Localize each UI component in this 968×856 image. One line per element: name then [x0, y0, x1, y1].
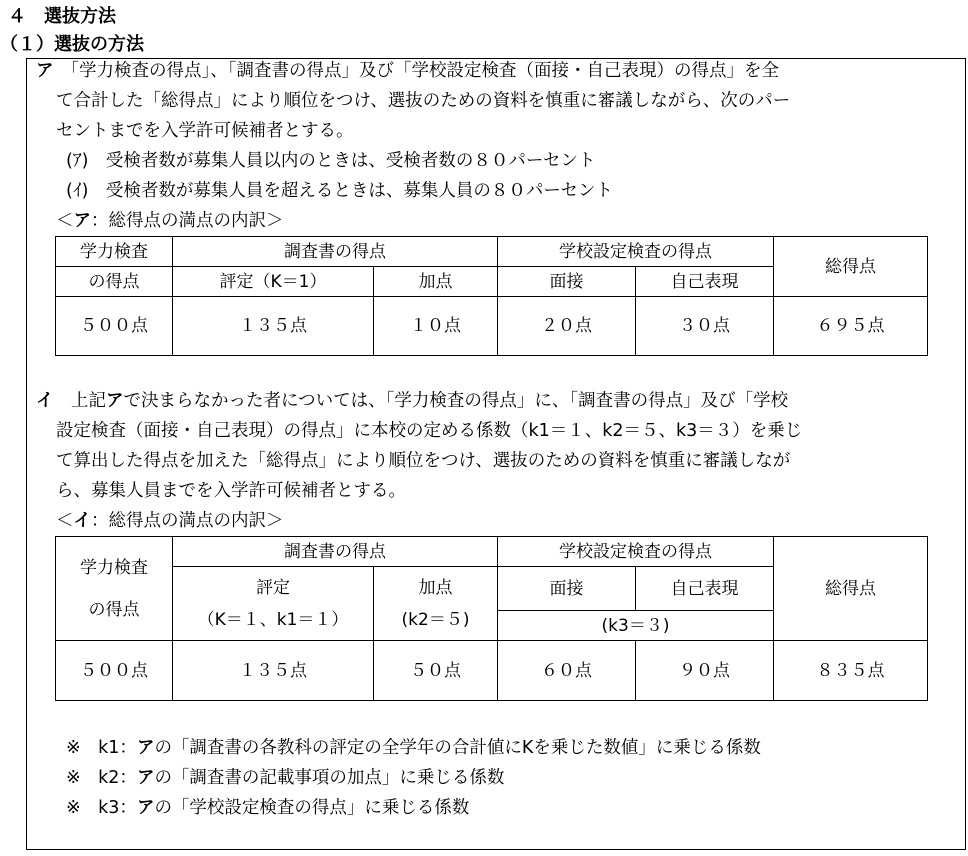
b-value-total: ８３５点 [774, 641, 928, 701]
a-jiko-header: 自己表現 [636, 267, 774, 297]
note-k1-mark: ア [136, 738, 155, 758]
b-breakdown-prefix: ＜ [56, 511, 74, 531]
a-value-hyotei: １３５点 [173, 297, 374, 356]
a-breakdown-mark: ア [73, 211, 91, 231]
b-value-jiko: ９０点 [636, 641, 774, 701]
a-line-2: て合計した「総得点」により順位をつけ、選抜のための資料を慎重に審議しながら、次のパー [56, 91, 791, 111]
b-hyotei-header-2: （K＝１、k1＝１） [197, 609, 349, 630]
b-gakuryoku-header-1: 学力検査 [80, 557, 148, 578]
a-breakdown-prefix: ＜ [56, 211, 74, 231]
b-breakdown-rest: ：総得点の満点の内訳＞ [91, 511, 284, 531]
a-breakdown-title [56, 206, 284, 236]
section-heading: ４ 選抜方法 [8, 6, 116, 27]
note-k2-mark: ア [136, 768, 155, 788]
b-total-header: 総得点 [774, 537, 928, 641]
b-mark: イ [36, 391, 54, 411]
b-value-hyotei: １３５点 [173, 641, 374, 701]
b-line-1-mark: ア [106, 391, 124, 411]
b-gakko-header: 学校設定検査の得点 [498, 537, 774, 567]
a-mensetsu-header: 面接 [498, 267, 636, 297]
a-value-total: ６９５点 [774, 297, 928, 356]
b-value-mensetsu: ６０点 [498, 641, 636, 701]
a-item-2: (ｲ) 受検者数が募集人員を超えるときは、募集人員の８０パーセント [66, 181, 614, 201]
a-item-1: (ｱ) 受検者数が募集人員以内のときは、受検者数の８０パーセント [66, 151, 596, 171]
a-total-header: 総得点 [774, 237, 928, 297]
b-line-1-post: で決まらなかった者については、「学力検査の得点」に、「調査書の得点」及び「学校 [123, 391, 789, 411]
b-hyotei-header-1: 評定 [256, 577, 290, 598]
a-value-gakuryoku: ５００点 [56, 297, 173, 356]
a-gakko-header: 学校設定検査の得点 [498, 237, 774, 267]
b-katen-header-2: (k2＝５) [401, 609, 470, 630]
b-katen-header-1: 加点 [418, 577, 453, 598]
b-breakdown-mark: イ [73, 511, 91, 531]
a-katen-header: 加点 [374, 267, 498, 297]
b-line-3: て算出した得点を加えた「総得点」により順位をつけ、選抜のための資料を慎重に審議しなが [56, 451, 791, 471]
a-gakuryoku-header-2: の得点 [56, 267, 173, 297]
note-k2 [66, 764, 504, 789]
b-chosasho-header: 調査書の得点 [173, 537, 498, 567]
b-jiko-header: 自己表現 [636, 567, 774, 611]
note-k2-pre: ※ k2： [66, 768, 137, 788]
score-table-a [55, 236, 928, 356]
note-k1-pre: ※ k1： [66, 738, 137, 758]
note-k2-post: の「調査書の記載事項の加点」に乗じる係数 [154, 768, 505, 788]
a-gakuryoku-header-1: 学力検査 [56, 237, 173, 267]
score-table-b [55, 536, 928, 701]
note-k1 [66, 734, 761, 759]
b-value-gakuryoku: ５００点 [56, 641, 173, 701]
a-hyotei-header: 評定（K＝1） [173, 267, 374, 297]
a-breakdown-rest: ：総得点の満点の内訳＞ [91, 211, 284, 231]
a-mark: ア [36, 61, 54, 81]
b-line-1-pre: 上記 [53, 391, 106, 411]
b-k3-header: (k3＝３) [498, 611, 774, 641]
subsection-heading: （１）選抜の方法 [0, 34, 144, 55]
note-k3-post: の「学校設定検査の得点」に乗じる係数 [154, 798, 470, 818]
note-k3-mark: ア [136, 798, 155, 818]
a-value-jiko: ３０点 [636, 297, 774, 356]
note-k3-pre: ※ k3： [66, 798, 137, 818]
b-hyotei-header [173, 567, 374, 641]
a-chosasho-header: 調査書の得点 [173, 237, 498, 267]
b-line-4: ら、募集人員までを入学許可候補者とする。 [56, 481, 406, 501]
a-line-3: セントまでを入学許可候補者とする。 [56, 121, 354, 141]
note-k1-post: の「調査書の各教科の評定の全学年の合計値にKを乗じた数値」に乗じる係数 [154, 738, 761, 758]
b-breakdown-title [56, 506, 284, 536]
b-mensetsu-header: 面接 [498, 567, 636, 611]
b-katen-header [374, 567, 498, 641]
a-line-1: 「学力検査の得点」、「調査書の得点」及び「学校設定検査（面接・自己表現）の得点」を全 [61, 61, 779, 81]
paragraph-b [36, 386, 788, 416]
b-value-katen: ５０点 [374, 641, 498, 701]
a-value-mensetsu: ２０点 [498, 297, 636, 356]
b-gakuryoku-header-2: の得点 [88, 599, 140, 620]
b-gakuryoku-header [56, 537, 173, 641]
note-k3 [66, 794, 469, 819]
paragraph-a [36, 56, 779, 86]
a-value-katen: １０点 [374, 297, 498, 356]
b-line-2: 設定検査（面接・自己表現）の得点」に本校の定める係数（k1＝１、k2＝５、k3＝３）を乗じ [56, 421, 803, 441]
